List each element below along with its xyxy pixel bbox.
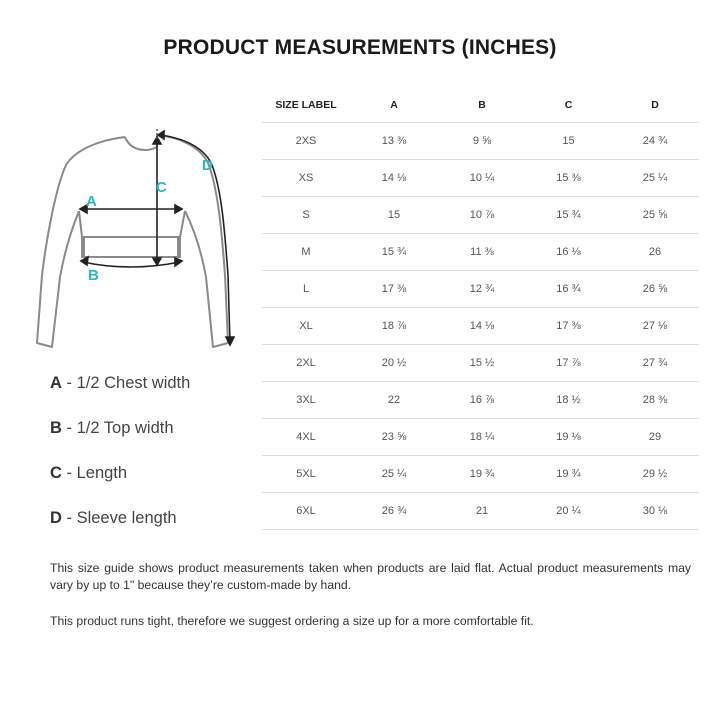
table-cell: 2XL (262, 345, 350, 382)
table-cell: 20 ½ (350, 345, 438, 382)
table-cell: XL (262, 308, 350, 345)
table-cell: 15 (526, 123, 611, 160)
table-cell: 19 ⅛ (526, 419, 611, 456)
table-cell: 10 ¼ (438, 160, 526, 197)
fit-note: This product runs tight, therefore we suggest ordering a size up for a more comfortable fit. (50, 614, 534, 628)
waistband-outline (82, 237, 180, 258)
table-cell: 19 ¾ (526, 456, 611, 493)
table-header-row (262, 88, 699, 123)
table-cell: 27 ⅛ (611, 308, 699, 345)
column-header: C (564, 99, 573, 111)
table-cell: 15 ⅜ (526, 160, 611, 197)
table-row (262, 123, 699, 160)
diagram-label-b: B (88, 267, 99, 284)
table-cell: XS (262, 160, 350, 197)
table-cell: 16 ¾ (526, 271, 611, 308)
table-cell: 23 ⅝ (350, 419, 438, 456)
table-row (262, 419, 699, 456)
table-cell: 19 ¾ (438, 456, 526, 493)
column-header: A (390, 99, 398, 111)
table-cell: 9 ⅝ (438, 123, 526, 160)
table-cell: 13 ⅜ (350, 123, 438, 160)
table-row (262, 197, 699, 234)
right-sleeve-outline (157, 135, 228, 347)
legend-item-b: B - 1/2 Top width (50, 419, 174, 437)
table-cell: 17 ⅜ (526, 308, 611, 345)
table-cell: 27 ¾ (611, 345, 699, 382)
table-cell: 16 ⅞ (438, 382, 526, 419)
diagram-label-d: D (202, 157, 213, 174)
table-cell: 26 (611, 234, 699, 271)
column-header: B (478, 99, 486, 111)
column-header: SIZE LABEL (275, 99, 337, 111)
table-cell: 5XL (262, 456, 350, 493)
table-cell: 17 ⅞ (526, 345, 611, 382)
table-cell: 2XS (262, 123, 350, 160)
table-cell: 10 ⅞ (438, 197, 526, 234)
table-cell: 15 (350, 197, 438, 234)
legend-item-a: A - 1/2 Chest width (50, 374, 191, 392)
table-cell: 14 ⅛ (438, 308, 526, 345)
table-cell: 15 ¾ (526, 197, 611, 234)
table-cell: 6XL (262, 493, 350, 530)
table-cell: L (262, 271, 350, 308)
column-header: D (651, 99, 659, 111)
table-cell: 4XL (262, 419, 350, 456)
table-row (262, 493, 699, 530)
table-cell: 14 ⅛ (350, 160, 438, 197)
table-cell: 26 ⅝ (611, 271, 699, 308)
crop-top-diagram (30, 125, 255, 360)
table-cell: 16 ⅛ (526, 234, 611, 271)
diagram-label-a: A (86, 193, 97, 210)
table-cell: 18 ¼ (438, 419, 526, 456)
measurement-legend (50, 370, 260, 550)
table-cell: 15 ½ (438, 345, 526, 382)
legend-item-c: C - Length (50, 464, 128, 482)
table-cell: 28 ⅜ (611, 382, 699, 419)
table-cell: 21 (438, 493, 526, 530)
table-cell: 25 ⅝ (611, 197, 699, 234)
table-cell: M (262, 234, 350, 271)
table-cell: 12 ¾ (438, 271, 526, 308)
table-row (262, 345, 699, 382)
table-cell: S (262, 197, 350, 234)
table-cell: 29 (611, 419, 699, 456)
measurement-note: This size guide shows product measurements taken when products are laid flat. Actual product measurements may vary by up to 1" because they’re custom-made by hand. (50, 561, 691, 592)
table-cell: 22 (350, 382, 438, 419)
table-cell: 18 ½ (526, 382, 611, 419)
table-cell: 29 ½ (611, 456, 699, 493)
table-cell: 25 ¼ (611, 160, 699, 197)
table-row (262, 382, 699, 419)
legend-item-d: D - Sleeve length (50, 509, 177, 527)
diagram-label-c: C (156, 179, 167, 196)
table-row (262, 308, 699, 345)
table-cell: 11 ⅜ (438, 234, 526, 271)
table-row (262, 271, 699, 308)
table-cell: 24 ¾ (611, 123, 699, 160)
table-cell: 30 ⅛ (611, 493, 699, 530)
table-cell: 20 ¼ (526, 493, 611, 530)
table-row (262, 160, 699, 197)
table-cell: 18 ⅞ (350, 308, 438, 345)
table-row (262, 456, 699, 493)
table-row (262, 234, 699, 271)
page-title: PRODUCT MEASUREMENTS (INCHES) (163, 36, 557, 59)
table-cell: 26 ¾ (350, 493, 438, 530)
size-table (262, 88, 699, 530)
table-cell: 17 ⅜ (350, 271, 438, 308)
table-cell: 3XL (262, 382, 350, 419)
table-cell: 15 ¾ (350, 234, 438, 271)
table-cell: 25 ¼ (350, 456, 438, 493)
